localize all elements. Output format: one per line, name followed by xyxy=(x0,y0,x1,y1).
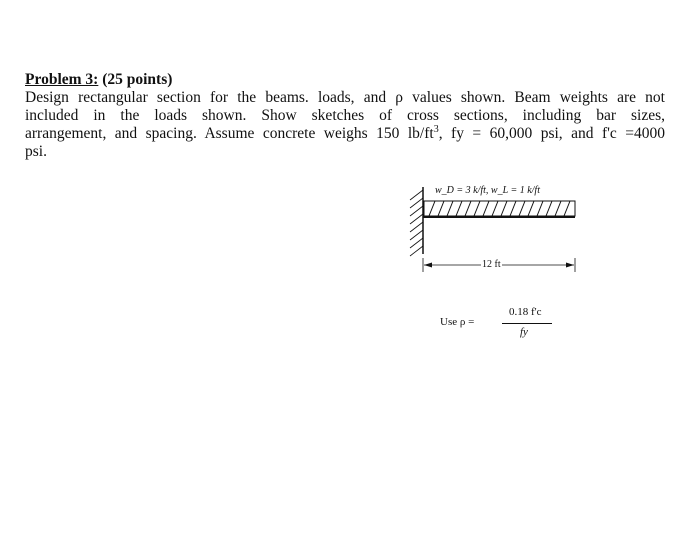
problem-label: Problem 3: xyxy=(25,71,99,88)
statement-line-3-end: , fy = 60,000 psi, and f'c =4000 xyxy=(438,125,666,142)
distributed-load-block xyxy=(424,201,575,216)
statement-line-1: Design rectangular section for the beams. loads, and ρ values shown. Beam weights are not xyxy=(25,89,665,106)
statement-line-2: included in the loads shown. Show sketches of cross sections, including bar sizes, xyxy=(25,107,665,124)
wall-hatching xyxy=(410,190,423,256)
load-label: w_D = 3 k/ft, w_L = 1 k/ft xyxy=(435,185,540,196)
statement-line-3 xyxy=(25,125,665,143)
statement-line-3-start: arrangement, and spacing. Assume concrete weighs 150 lb/ft xyxy=(25,125,434,142)
formula-numerator: 0.18 f'c xyxy=(509,306,542,318)
problem-statement xyxy=(25,89,665,161)
cube-exponent: 3 xyxy=(433,123,439,135)
cantilever-beam-figure xyxy=(405,182,590,282)
dim-arrow-left xyxy=(424,263,432,268)
problem-heading xyxy=(25,71,665,89)
problem-points: (25 points) xyxy=(102,71,173,88)
span-label: 12 ft xyxy=(482,259,501,270)
fraction-bar xyxy=(502,323,552,324)
formula-denominator: fy xyxy=(520,326,528,338)
problem-3 xyxy=(25,71,665,161)
dim-arrow-right xyxy=(566,263,574,268)
formula-prefix: Use ρ = xyxy=(440,316,475,328)
statement-line-4: psi. xyxy=(25,143,47,160)
